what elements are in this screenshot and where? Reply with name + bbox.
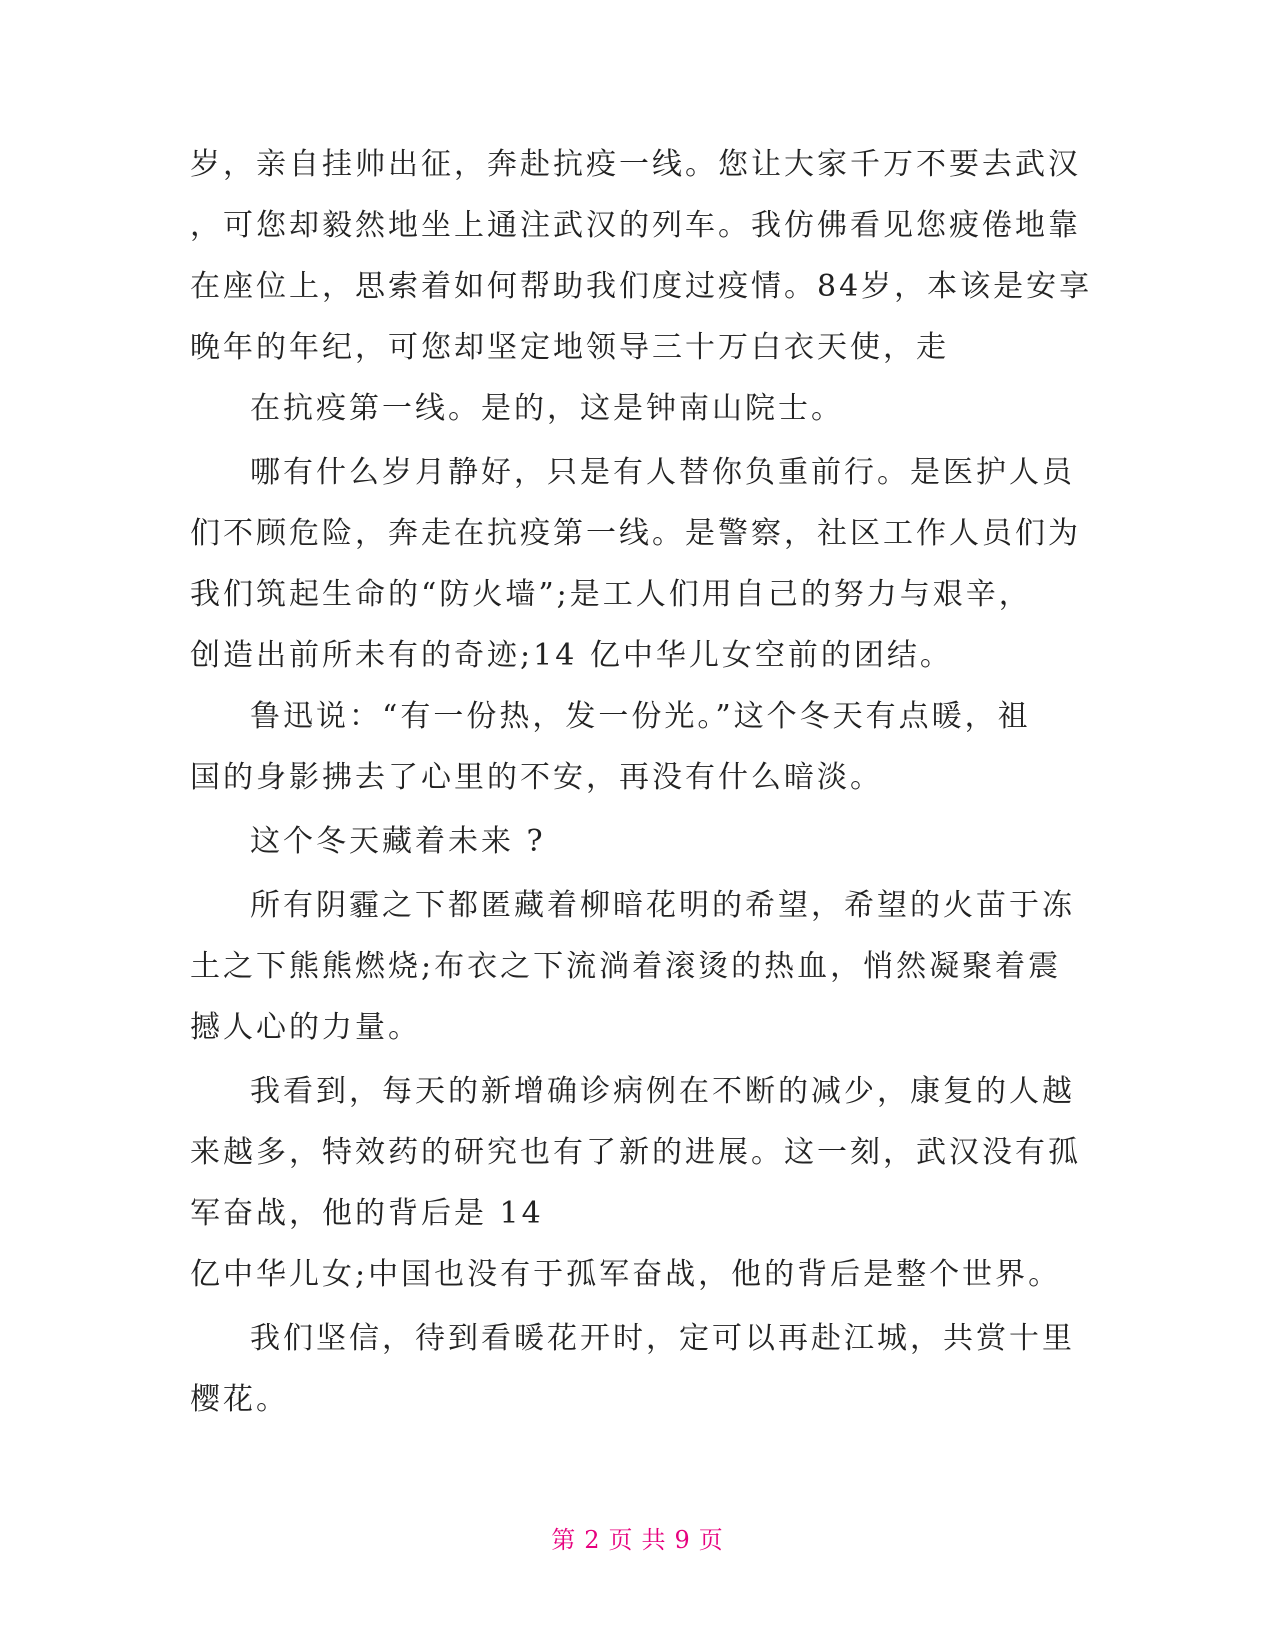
footer-total-pages: 9 [674, 1526, 691, 1554]
page-footer [0, 1525, 1275, 1555]
footer-suffix: 页 [698, 1526, 724, 1554]
footer-prefix: 第 [551, 1526, 577, 1554]
text-line: 来越多，特效药的研究也有了新的进展。这一刻，武汉没有孤 [190, 1135, 1081, 1170]
footer-total-label: 共 [641, 1526, 667, 1554]
text-line: 们不顾危险，奔走在抗疫第一线。是警察，社区工作人员们为 [190, 516, 1081, 551]
text-line: 土之下熊熊燃烧;布衣之下流淌着滚烫的热血，悄然凝聚着震 [190, 949, 1062, 984]
footer-page-label: 页 [608, 1526, 634, 1554]
text-line: 我们筑起生命的“防火墙”;是工人们用自己的努力与艰辛， [190, 577, 1032, 612]
text-line: 军奋战，他的背后是 14 [190, 1196, 544, 1231]
text-line: 鲁迅说：“有一份热，发一份光。”这个冬天有点暖，祖 [250, 699, 1031, 734]
text-line: 在抗疫第一线。是的，这是钟南山院士。 [250, 391, 844, 426]
text-line: 晚年的年纪，可您却坚定地领导三十万白衣天使，走 [190, 330, 949, 365]
footer-current-page: 2 [584, 1526, 601, 1554]
text-line: ，可您却毅然地坐上通注武汉的列车。我仿佛看见您疲倦地靠 [190, 208, 1081, 243]
text-line: 在座位上，思索着如何帮助我们度过疫情。84岁，本该是安享 [190, 269, 1093, 304]
text-line: 岁，亲自挂帅出征，奔赴抗疫一线。您让大家千万不要去武汉 [190, 147, 1081, 182]
text-line: 创造出前所未有的奇迹;14 亿中华儿女空前的团结。 [190, 638, 953, 673]
text-line: 哪有什么岁月静好，只是有人替你负重前行。是医护人员 [250, 455, 1075, 490]
text-line: 我看到，每天的新增确诊病例在不断的减少，康复的人越 [250, 1074, 1075, 1109]
text-line: 樱花。 [190, 1382, 289, 1417]
text-line: 这个冬天藏着未来 ? [250, 824, 546, 859]
text-line: 撼人心的力量。 [190, 1010, 421, 1045]
text-line: 亿中华儿女;中国也没有于孤军奋战，他的背后是整个世界。 [190, 1257, 1062, 1292]
text-line: 我们坚信，待到看暖花开时，定可以再赴江城，共赏十里 [250, 1321, 1075, 1356]
text-line: 所有阴霾之下都匿藏着柳暗花明的希望，希望的火苗于冻 [250, 888, 1075, 923]
text-line: 国的身影拂去了心里的不安，再没有什么暗淡。 [190, 760, 883, 795]
